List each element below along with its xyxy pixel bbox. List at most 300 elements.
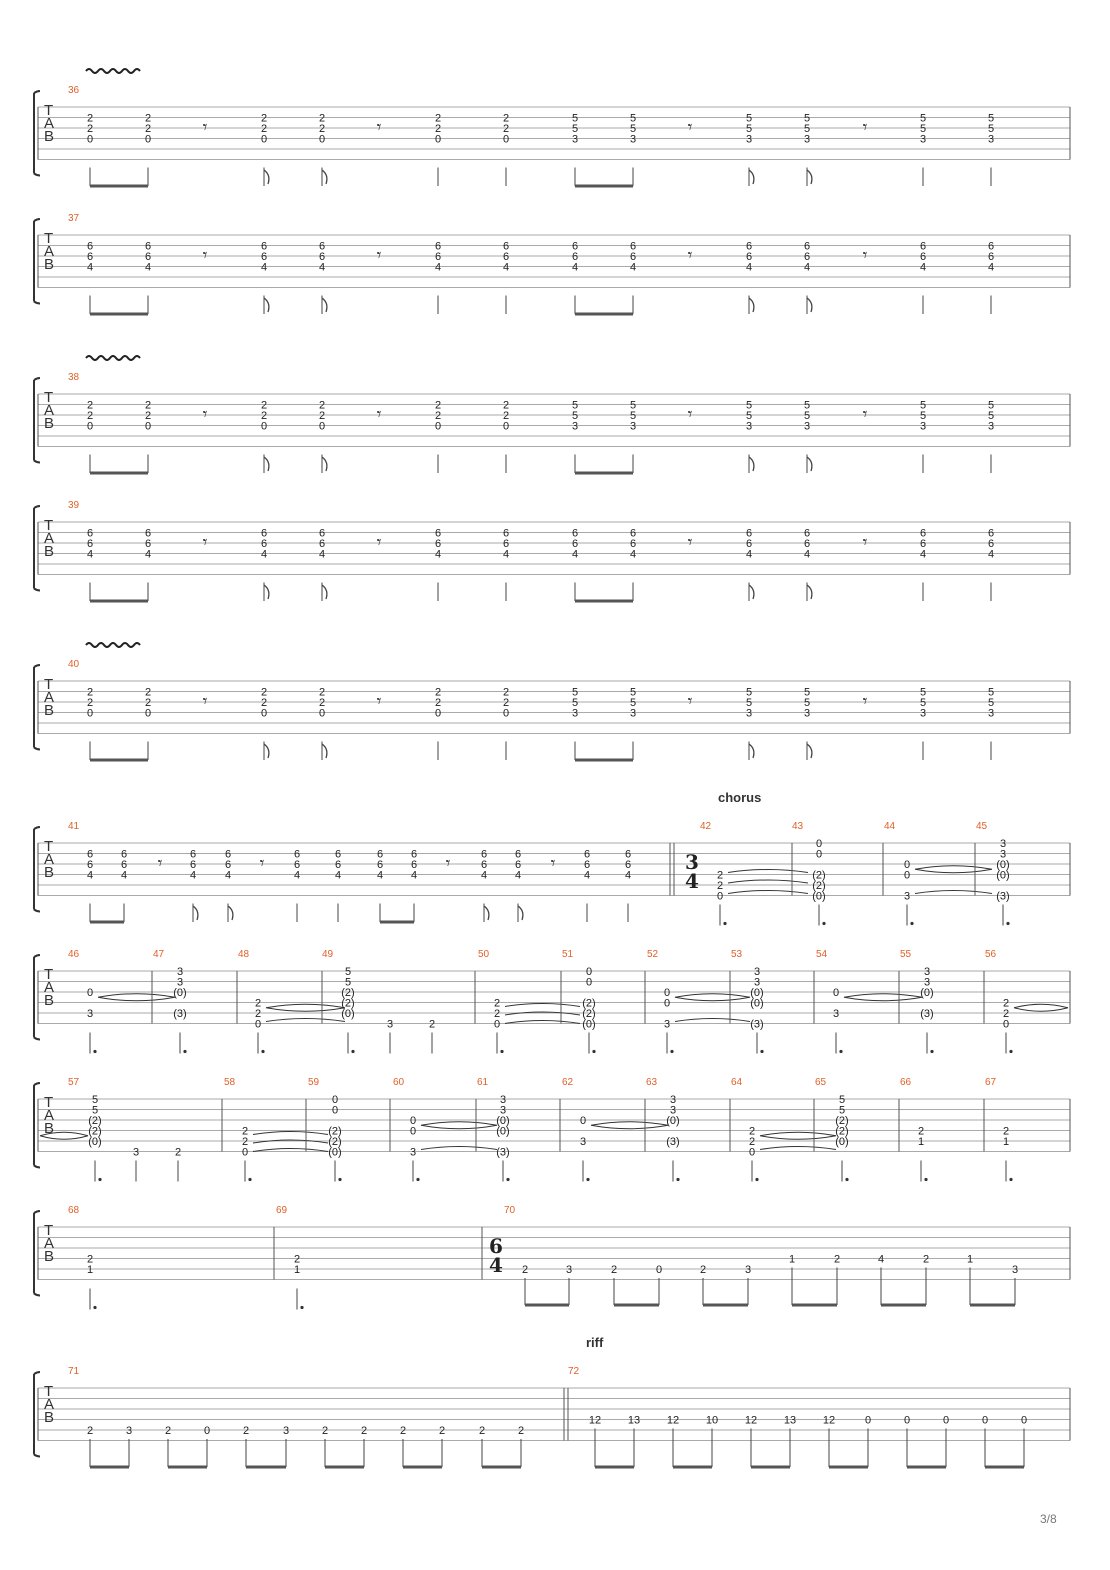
dotted-half-mark	[248, 1178, 251, 1181]
fret-number: 6	[86, 859, 94, 871]
fret-number: 0	[981, 1414, 989, 1427]
tab-clef-letter: T	[44, 1222, 54, 1239]
tab-clef-letter: B	[44, 543, 55, 560]
dotted-half-mark	[930, 1050, 933, 1053]
fret-number: 3	[745, 707, 753, 720]
fret-number: 0	[144, 420, 152, 433]
fret-number: (0)	[835, 1136, 849, 1148]
fret-number: 6	[318, 240, 326, 253]
fret-number: 5	[919, 410, 927, 422]
tie-arc	[98, 994, 175, 1001]
fret-number: 2	[517, 1425, 525, 1437]
fret-number: (2)	[88, 1115, 102, 1127]
tab-clef-letter: T	[44, 838, 54, 855]
fret-number: 4	[745, 548, 753, 561]
fret-number: 4	[260, 548, 268, 561]
note-flag	[749, 170, 754, 184]
tie-arc	[728, 891, 808, 894]
fret-number: 5	[629, 123, 637, 135]
fret-number: 2	[86, 123, 94, 135]
fret-number: 5	[745, 112, 753, 125]
system-bracket	[34, 219, 40, 304]
tab-clef-letter: A	[44, 851, 55, 868]
fret-number: 6	[434, 251, 442, 263]
tab-clef-letter: A	[44, 979, 55, 996]
dotted-half-mark	[300, 1306, 303, 1309]
fret-number: 6	[86, 527, 94, 540]
fret-number: 6	[434, 527, 442, 540]
fret-number: 4	[293, 869, 301, 882]
dotted-half-mark	[1006, 922, 1009, 925]
fret-number: 6	[629, 240, 637, 253]
tab-clef-letter: A	[44, 689, 55, 706]
tab-clef-letter: B	[44, 1248, 55, 1265]
measure-number: 41	[68, 821, 80, 832]
fret-number: 2	[260, 399, 268, 412]
fret-number: 3	[745, 420, 753, 433]
eighth-rest: 𝄾	[259, 853, 265, 874]
fret-number: 0	[585, 966, 593, 978]
fret-number: 2	[86, 1253, 94, 1266]
measure-number: 57	[68, 1077, 80, 1088]
measure-number: 52	[647, 949, 659, 960]
fret-number: 2	[434, 112, 442, 125]
fret-number: 1	[293, 1264, 301, 1276]
fret-number: 2	[260, 697, 268, 709]
tie-arc	[421, 1147, 497, 1150]
eighth-rest: 𝄾	[376, 691, 382, 712]
note-flag	[264, 457, 269, 471]
fret-number: 2	[716, 880, 724, 892]
measure-number: 50	[478, 949, 490, 960]
tie-arc	[266, 1019, 345, 1022]
fret-number: 6	[571, 251, 579, 263]
fret-number: 3	[919, 133, 927, 146]
fret-number: 0	[318, 133, 326, 146]
fret-number: 0	[86, 987, 94, 999]
fret-number: 5	[919, 112, 927, 125]
fret-number: 6	[502, 538, 510, 550]
fret-number: 0	[331, 1094, 339, 1106]
fret-number: 6	[987, 527, 995, 540]
measure-number: 65	[815, 1077, 827, 1088]
fret-number: 6	[629, 538, 637, 550]
note-flag	[518, 906, 523, 920]
fret-number: 6	[624, 859, 632, 871]
fret-number: (3)	[496, 1146, 510, 1159]
note-flag	[264, 744, 269, 758]
fret-number: 0	[663, 987, 671, 999]
tie-arc	[675, 1019, 750, 1022]
fret-number: 6	[189, 848, 197, 861]
fret-number: 2	[716, 869, 724, 882]
fret-number: 2	[86, 410, 94, 422]
fret-number: 4	[144, 261, 152, 274]
time-signature-bottom: 4	[489, 1253, 503, 1277]
fret-number: 6	[987, 251, 995, 263]
fret-number: 3	[669, 1104, 677, 1117]
measure-number: 67	[985, 1077, 997, 1088]
fret-number: 0	[864, 1414, 872, 1427]
fret-number: 6	[260, 527, 268, 540]
fret-number: 2	[922, 1253, 930, 1266]
fret-number: 6	[318, 538, 326, 550]
fret-number: 2	[399, 1425, 407, 1437]
fret-number: 5	[919, 123, 927, 135]
fret-number: 6	[224, 848, 232, 861]
vibrato-mark	[86, 643, 140, 647]
tie-arc	[591, 1122, 668, 1129]
fret-number: 2	[260, 686, 268, 699]
dotted-half-mark	[1009, 1050, 1012, 1053]
note-flag	[193, 906, 198, 920]
note-flag	[749, 457, 754, 471]
note-flag	[807, 170, 812, 184]
fret-number: 3	[919, 707, 927, 720]
fret-number: 3	[571, 420, 579, 433]
note-flag	[322, 457, 327, 471]
fret-number: 5	[571, 112, 579, 125]
fret-number: 3	[903, 890, 911, 903]
eighth-rest: 𝄾	[687, 245, 693, 266]
fret-number: 3	[176, 976, 184, 989]
system-bracket	[34, 665, 40, 750]
dotted-half-mark	[755, 1178, 758, 1181]
eighth-rest: 𝄾	[862, 532, 868, 553]
note-flag	[749, 744, 754, 758]
fret-number: 4	[86, 869, 94, 882]
measure-number: 42	[700, 821, 712, 832]
fret-number: (2)	[341, 997, 355, 1010]
fret-number: 5	[629, 686, 637, 699]
measure-number: 60	[393, 1077, 405, 1088]
fret-number: 5	[344, 966, 352, 978]
fret-number: 2	[164, 1425, 172, 1437]
fret-number: 4	[624, 869, 632, 882]
system-bracket	[34, 827, 40, 912]
fret-number: 5	[987, 399, 995, 412]
fret-number: 3	[987, 707, 995, 720]
fret-number: 5	[91, 1094, 99, 1106]
fret-number: 6	[318, 527, 326, 540]
fret-number: 12	[744, 1414, 758, 1427]
fret-number: 13	[627, 1414, 641, 1427]
fret-number: 6	[260, 538, 268, 550]
fret-number: 0	[318, 420, 326, 433]
tie-arc	[421, 1122, 497, 1129]
fret-number: 4	[434, 261, 442, 274]
fret-number: 4	[334, 869, 342, 882]
fret-number: 6	[376, 848, 384, 861]
tie-arc	[844, 994, 922, 1001]
measure-number: 40	[68, 659, 80, 670]
eighth-rest: 𝄾	[376, 117, 382, 138]
fret-number: 2	[144, 410, 152, 422]
fret-number: 2	[318, 410, 326, 422]
measure-number: 61	[477, 1077, 489, 1088]
fret-number: 3	[86, 1008, 94, 1020]
fret-number: 2	[502, 112, 510, 125]
fret-number: 5	[987, 697, 995, 709]
fret-number: 2	[260, 410, 268, 422]
tab-clef-letter: B	[44, 256, 55, 273]
fret-number: 5	[838, 1104, 846, 1117]
tab-clef-letter: A	[44, 243, 55, 260]
fret-number: 3	[571, 707, 579, 720]
eighth-rest: 𝄾	[202, 532, 208, 553]
fret-number: 5	[629, 399, 637, 412]
fret-number: (3)	[173, 1008, 187, 1020]
fret-number: 2	[502, 697, 510, 709]
fret-number: 1	[86, 1264, 94, 1276]
eighth-rest: 𝄾	[687, 404, 693, 425]
fret-number: 4	[629, 261, 637, 274]
system-bracket	[34, 1211, 40, 1296]
note-flag	[264, 298, 269, 312]
fret-number: (3)	[666, 1136, 680, 1148]
fret-number: 5	[571, 399, 579, 412]
fret-number: 5	[803, 697, 811, 709]
tab-clef-letter: B	[44, 992, 55, 1009]
fret-number: 0	[434, 133, 442, 146]
fret-number: (2)	[328, 1125, 342, 1138]
note-flag	[484, 906, 489, 920]
fret-number: 6	[571, 538, 579, 550]
fret-number: 0	[409, 1115, 417, 1127]
fret-number: 2	[360, 1425, 368, 1437]
fret-number: 0	[942, 1414, 950, 1427]
fret-number: 3	[176, 966, 184, 978]
fret-number: (0)	[666, 1115, 680, 1127]
fret-number: 6	[803, 527, 811, 540]
measure-number: 38	[68, 372, 80, 383]
tie-arc	[266, 1004, 345, 1011]
fret-number: 2	[318, 112, 326, 125]
measure-number: 44	[884, 821, 896, 832]
measure-number: 39	[68, 500, 80, 511]
fret-number: 2	[1002, 1125, 1010, 1138]
fret-number: 1	[788, 1253, 796, 1266]
fret-number: 3	[1011, 1264, 1019, 1276]
note-flag	[322, 170, 327, 184]
fret-number: 0	[815, 838, 823, 850]
dotted-half-mark	[183, 1050, 186, 1053]
note-flag	[264, 170, 269, 184]
fret-number: 6	[919, 240, 927, 253]
fret-number: 4	[434, 548, 442, 561]
fret-number: 4	[803, 261, 811, 274]
fret-number: 0	[502, 707, 510, 720]
fret-number: 4	[877, 1253, 885, 1266]
fret-number: 2	[1002, 997, 1010, 1010]
fret-number: 2	[438, 1425, 446, 1437]
fret-number: 5	[344, 976, 352, 989]
fret-number: 3	[565, 1264, 573, 1276]
fret-number: 1	[1002, 1136, 1010, 1148]
fret-number: 2	[144, 112, 152, 125]
fret-number: 2	[434, 697, 442, 709]
fret-number: 2	[1002, 1008, 1010, 1020]
measure-number: 46	[68, 949, 80, 960]
fret-number: 4	[629, 548, 637, 561]
tab-clef-letter: T	[44, 389, 54, 406]
dotted-half-mark	[338, 1178, 341, 1181]
fret-number: 3	[669, 1094, 677, 1106]
fret-number: 6	[318, 251, 326, 263]
tab-clef-letter: T	[44, 1383, 54, 1400]
fret-number: 4	[86, 548, 94, 561]
fret-number: (0)	[341, 1008, 355, 1020]
fret-number: (0)	[750, 987, 764, 999]
fret-number: 2	[610, 1264, 618, 1276]
fret-number: 3	[132, 1146, 140, 1159]
fret-number: 6	[120, 848, 128, 861]
measure-number: 66	[900, 1077, 912, 1088]
fret-number: 6	[334, 848, 342, 861]
fret-number: 5	[919, 399, 927, 412]
fret-number: 6	[86, 538, 94, 550]
fret-number: (0)	[328, 1146, 342, 1159]
fret-number: (2)	[328, 1136, 342, 1148]
system-bracket	[34, 955, 40, 1040]
fret-number: 0	[832, 987, 840, 999]
fret-number: 4	[189, 869, 197, 882]
fret-number: 0	[144, 707, 152, 720]
fret-number: 3	[987, 420, 995, 433]
eighth-rest: 𝄾	[445, 853, 451, 874]
fret-number: 5	[571, 686, 579, 699]
fret-number: 3	[409, 1146, 417, 1159]
note-flag	[264, 585, 269, 599]
fret-number: 2	[502, 686, 510, 699]
fret-number: 2	[502, 123, 510, 135]
system-bracket	[34, 1083, 40, 1168]
fret-number: 5	[571, 697, 579, 709]
fret-number: 2	[748, 1125, 756, 1138]
fret-number: 0	[203, 1425, 211, 1437]
measure-number: 72	[568, 1366, 580, 1377]
tab-clef-letter: B	[44, 864, 55, 881]
fret-number: 3	[125, 1425, 133, 1437]
fret-number: 6	[144, 538, 152, 550]
tie-arc	[915, 866, 992, 873]
fret-number: 5	[745, 399, 753, 412]
fret-number: 0	[716, 890, 724, 903]
fret-number: 12	[588, 1414, 602, 1427]
fret-number: 2	[144, 399, 152, 412]
fret-number: 2	[254, 1008, 262, 1020]
dotted-half-mark	[506, 1178, 509, 1181]
tab-clef-letter: B	[44, 1409, 55, 1426]
fret-number: 0	[502, 133, 510, 146]
fret-number: 2	[434, 123, 442, 135]
fret-number: 3	[919, 420, 927, 433]
fret-number: (2)	[582, 997, 596, 1010]
fret-number: 3	[999, 848, 1007, 861]
note-flag	[807, 744, 812, 758]
tab-clef-letter: B	[44, 1120, 55, 1137]
fret-number: 5	[803, 112, 811, 125]
note-flag	[807, 585, 812, 599]
fret-number: 4	[502, 548, 510, 561]
fret-number: 6	[86, 240, 94, 253]
fret-number: 5	[629, 112, 637, 125]
fret-number: 5	[987, 410, 995, 422]
measure-number: 59	[308, 1077, 320, 1088]
fret-number: 6	[434, 538, 442, 550]
note-flag	[749, 585, 754, 599]
eighth-rest: 𝄾	[550, 853, 556, 874]
fret-number: 2	[318, 686, 326, 699]
dotted-half-mark	[93, 1306, 96, 1309]
dotted-half-mark	[924, 1178, 927, 1181]
fret-number: 6	[571, 240, 579, 253]
fret-number: 6	[514, 859, 522, 871]
fret-number: 3	[999, 838, 1007, 850]
dotted-half-mark	[586, 1178, 589, 1181]
note-flag	[322, 298, 327, 312]
fret-number: (0)	[88, 1136, 102, 1148]
fret-number: 2	[293, 1253, 301, 1266]
fret-number: 0	[260, 420, 268, 433]
fret-number: 3	[499, 1094, 507, 1106]
fret-number: 5	[803, 399, 811, 412]
dotted-half-mark	[723, 922, 726, 925]
fret-number: 6	[629, 251, 637, 263]
fret-number: 2	[241, 1125, 249, 1138]
dotted-half-mark	[839, 1050, 842, 1053]
measure-number: 62	[562, 1077, 574, 1088]
fret-number: 3	[282, 1425, 290, 1437]
fret-number: 0	[86, 420, 94, 433]
fret-number: 3	[499, 1104, 507, 1117]
fret-number: 2	[833, 1253, 841, 1266]
fret-number: 6	[502, 240, 510, 253]
measure-number: 45	[976, 821, 988, 832]
fret-number: 6	[293, 848, 301, 861]
fret-number: 3	[923, 966, 931, 978]
measure-number: 47	[153, 949, 165, 960]
fret-number: 3	[571, 133, 579, 146]
fret-number: 0	[579, 1115, 587, 1127]
measure-number: 69	[276, 1205, 288, 1216]
fret-number: 4	[318, 261, 326, 274]
fret-number: 4	[803, 548, 811, 561]
fret-number: 6	[571, 527, 579, 540]
eighth-rest: 𝄾	[862, 404, 868, 425]
fret-number: (0)	[173, 987, 187, 999]
tab-clef-letter: B	[44, 128, 55, 145]
eighth-rest: 𝄾	[202, 404, 208, 425]
eighth-rest: 𝄾	[862, 245, 868, 266]
fret-number: 3	[663, 1018, 671, 1031]
fret-number: 5	[745, 410, 753, 422]
measure-number: 37	[68, 213, 80, 224]
fret-number: 6	[803, 251, 811, 263]
fret-number: 6	[624, 848, 632, 861]
fret-number: 6	[583, 848, 591, 861]
measure-number: 70	[504, 1205, 516, 1216]
time-signature-top: 6	[489, 1234, 503, 1258]
tab-clef-letter: T	[44, 1094, 54, 1111]
fret-number: (0)	[496, 1125, 510, 1138]
measure-number: 51	[562, 949, 574, 960]
eighth-rest: 𝄾	[157, 853, 163, 874]
note-flag	[228, 906, 233, 920]
fret-number: 1	[966, 1253, 974, 1266]
fret-number: 2	[917, 1125, 925, 1138]
fret-number: 4	[120, 869, 128, 882]
